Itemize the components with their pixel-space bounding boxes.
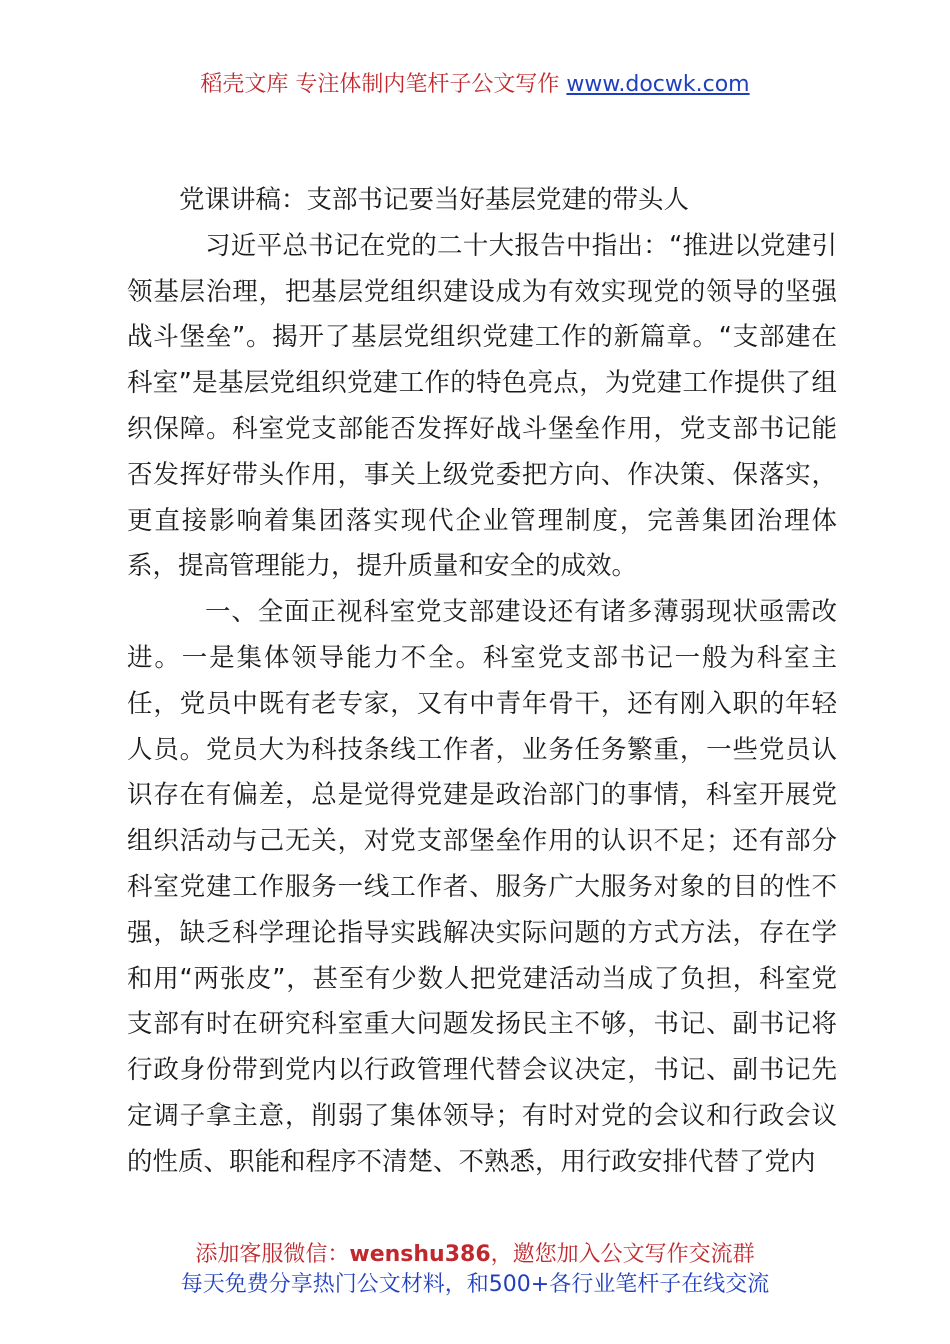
footer-prefix: 添加客服微信： [195,1242,350,1267]
header-slogan: 专注体制内笔杆子公文写作 [295,72,560,97]
footer-line-2: 每天免费分享热门公文材料，和500+各行业笔杆子在线交流 [180,1272,770,1297]
paragraph-2: 一、全面正视科室党支部建设还有诸多薄弱现状亟需改进。一是集体领导能力不全。科室党支部书记一般为科室主任，党员中既有老专家，又有中青年骨干，还有刚入职的年轻人员。党员大为科技条线工作者，业务任务繁重，一些党员认识存在有偏差，总是觉得党建是政治部门的事情，科室开展党组织活动与己无关，对党支部堡垒作用的认识不足；还有部分科室党建工作服务一线工作者、服务广大服务对象的目的性不强，缺乏科学理论指导实践解决实际问题的方式方法，存在学和用“两张皮”，甚至有少数人把党建活动当成了负担，科室党支部有时在研究科室重大问题发扬民主不够，书记、副书记将行政身份带到党内以行政管理代替会议决定，书记、副书记先定调子拿主意，削弱了集体领导；有时对党的会议和行政会议的性质、职能和程序不清楚、不熟悉，用行政安排代替了党内 [127,597,837,1177]
promo-footer [0,1240,950,1300]
header-brand: 稻壳文库 [200,72,289,97]
paragraph-1: 习近平总书记在党的二十大报告中指出：“推进以党建引领基层治理，把基层党组织建设成为有效实现党的领导的坚强战斗堡垒”。揭开了基层党组织党建工作的新篇章。“支部建在科室”是基层党组织党建工作的特色亮点，为党建工作提供了组织保障。科室党支部能否发挥好战斗堡垒作用，党支部书记能否发挥好带头作用，事关上级党委把方向、作决策、保落实，更直接影响着集团落实现代企业管理制度，完善集团治理体系，提高管理能力，提升质量和安全的成效。 [127,230,837,582]
wechat-id: wenshu386 [349,1242,491,1267]
footer-suffix: ，邀您加入公文写作交流群 [490,1242,755,1267]
watermark-header [0,70,950,100]
footer-line-1 [0,1240,950,1270]
document-title: 党课讲稿：支部书记要当好基层党建的带头人 [179,185,690,215]
header-url-link[interactable]: www.docwk.com [566,72,750,97]
document-body [127,178,837,1186]
